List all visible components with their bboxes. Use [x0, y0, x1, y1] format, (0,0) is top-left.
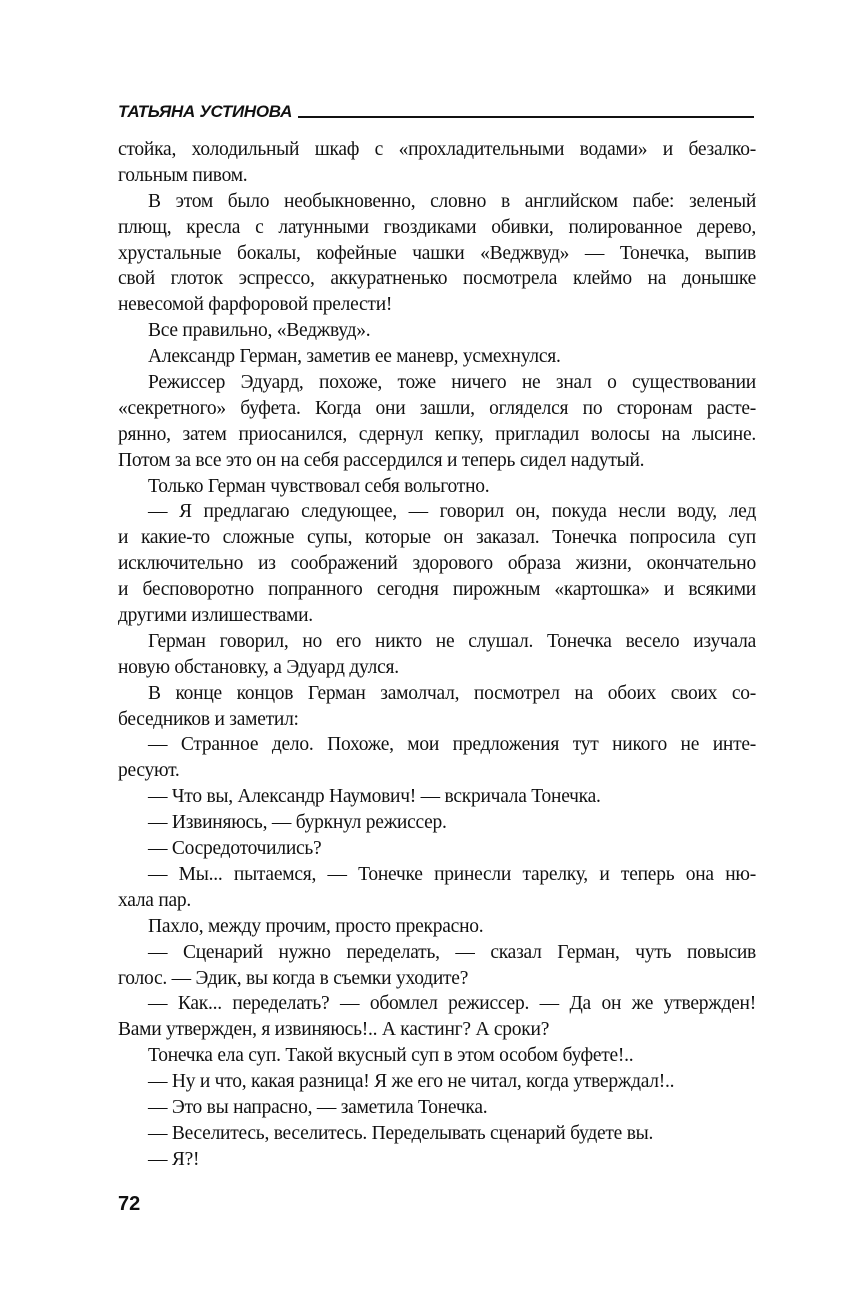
- text-line: стойка, холодильный шкаф с «прохладительными водами» и безалко-: [118, 139, 756, 160]
- text-line: хрустальные бокалы, кофейные чашки «Веджвуд» — Тонечка, выпив: [118, 242, 756, 264]
- text-line: беседников и заметил:: [118, 708, 299, 730]
- paragraph: [118, 1121, 756, 1147]
- text-line: — Ну и что, какая разница! Я же его не читал, когда утверждал!..: [148, 1071, 675, 1093]
- text-line: — Извиняюсь, — буркнул режиссер.: [148, 812, 447, 834]
- paragraph: [118, 1147, 756, 1173]
- text-line: рянно, затем приосанился, сдернул кепку, пригладил волосы на лысине.: [118, 423, 756, 445]
- text-line: — Я предлагаю следующее, — говорил он, покуда несли воду, лед: [148, 501, 756, 523]
- paragraph: [118, 862, 756, 914]
- paragraph: [118, 732, 756, 784]
- text-line: Все правильно, «Веджвуд».: [148, 320, 371, 342]
- paragraph: [118, 1043, 756, 1069]
- text-line: «секретного» буфета. Когда они зашли, огляделся по сторонам расте-: [118, 397, 756, 419]
- paragraph: [118, 318, 756, 344]
- paragraph: [118, 681, 756, 733]
- text-line: исключительно из соображений здорового образа жизни, окончательно: [118, 553, 756, 575]
- text-line: Герман говорил, но его никто не слушал. Тонечка весело изучала: [148, 630, 756, 652]
- paragraph: [118, 474, 756, 500]
- text-line: — Как... переделать? — обомлел режиссер. — Да он же утвержден!: [148, 993, 756, 1015]
- text-line: Тонечка ела суп. Такой вкусный суп в этом особом буфете!..: [148, 1045, 634, 1067]
- paragraph: [118, 836, 756, 862]
- running-title: ТАТЬЯНА УСТИНОВА: [118, 102, 293, 121]
- paragraph: [118, 189, 756, 318]
- page-number: 72: [118, 1193, 141, 1215]
- text-line: В этом было необыкновенно, словно в английском пабе: зеленый: [148, 190, 756, 212]
- paragraph: [118, 991, 756, 1043]
- text-line: хала пар.: [118, 889, 192, 911]
- paragraph: [118, 1069, 756, 1095]
- text-line: и какие-то сложные супы, которые он заказал. Тонечка попросила суп: [118, 527, 756, 549]
- text-line: ресуют.: [118, 760, 180, 782]
- text-line: В конце концов Герман замолчал, посмотрел на обоих своих со-: [148, 682, 756, 704]
- text-line: — Веселитесь, веселитесь. Переделывать сценарий будете вы.: [148, 1122, 654, 1144]
- text-line: голос. — Эдик, вы когда в съемки уходите?: [118, 967, 469, 989]
- text-line: невесомой фарфоровой прелести!: [118, 294, 393, 316]
- text-line: Александр Герман, заметив ее маневр, усмехнулся.: [148, 346, 561, 368]
- text-line: — Я?!: [148, 1148, 200, 1170]
- paragraph: [118, 1095, 756, 1121]
- text-line: Пахло, между прочим, просто прекрасно.: [148, 915, 484, 937]
- text-line: — Мы... пытаемся, — Тонечке принесли тарелку, и теперь она ню-: [148, 863, 756, 885]
- text-line: другими излишествами.: [118, 605, 313, 627]
- header-rule: [298, 116, 754, 118]
- text-line: Режиссер Эдуард, похоже, тоже ничего не знал о существовании: [148, 372, 756, 394]
- running-header: [118, 98, 754, 120]
- paragraph: [118, 629, 756, 681]
- text-line: гольным пивом.: [118, 164, 248, 186]
- text-line: Потом за все это он на себя рассердился и теперь сидел надутый.: [118, 449, 645, 471]
- text-line: Вами утвержден, я извиняюсь!.. А кастинг? А сроки?: [118, 1019, 550, 1041]
- text-line: — Сосредоточились?: [148, 838, 322, 860]
- paragraph: [118, 810, 756, 836]
- text-line: плющ, кресла с латунными гвоздиками обивки, полированное дерево,: [118, 216, 756, 238]
- paragraph: [118, 370, 756, 474]
- text-line: Только Герман чувствовал себя вольготно.: [148, 475, 490, 497]
- paragraph: [118, 137, 756, 189]
- paragraph: [118, 499, 756, 628]
- text-line: — Сценарий нужно переделать, — сказал Герман, чуть повысив: [148, 941, 756, 963]
- text-line: и бесповоротно попранного сегодня пирожным «картошка» и всякими: [118, 579, 756, 601]
- text-line: свой глоток эспрессо, аккуратненько посмотрела клеймо на донышке: [118, 268, 756, 290]
- paragraph: [118, 940, 756, 992]
- paragraph: [118, 344, 756, 370]
- paragraph: [118, 784, 756, 810]
- paragraph: [118, 914, 756, 940]
- text-line: новую обстановку, а Эдуард дулся.: [118, 656, 399, 678]
- text-line: — Странное дело. Похоже, мои предложения тут никого не инте-: [148, 734, 756, 756]
- body-text: [118, 137, 756, 1173]
- text-line: — Что вы, Александр Наумович! — вскричала Тонечка.: [148, 786, 601, 808]
- text-line: — Это вы напрасно, — заметила Тонечка.: [148, 1096, 488, 1118]
